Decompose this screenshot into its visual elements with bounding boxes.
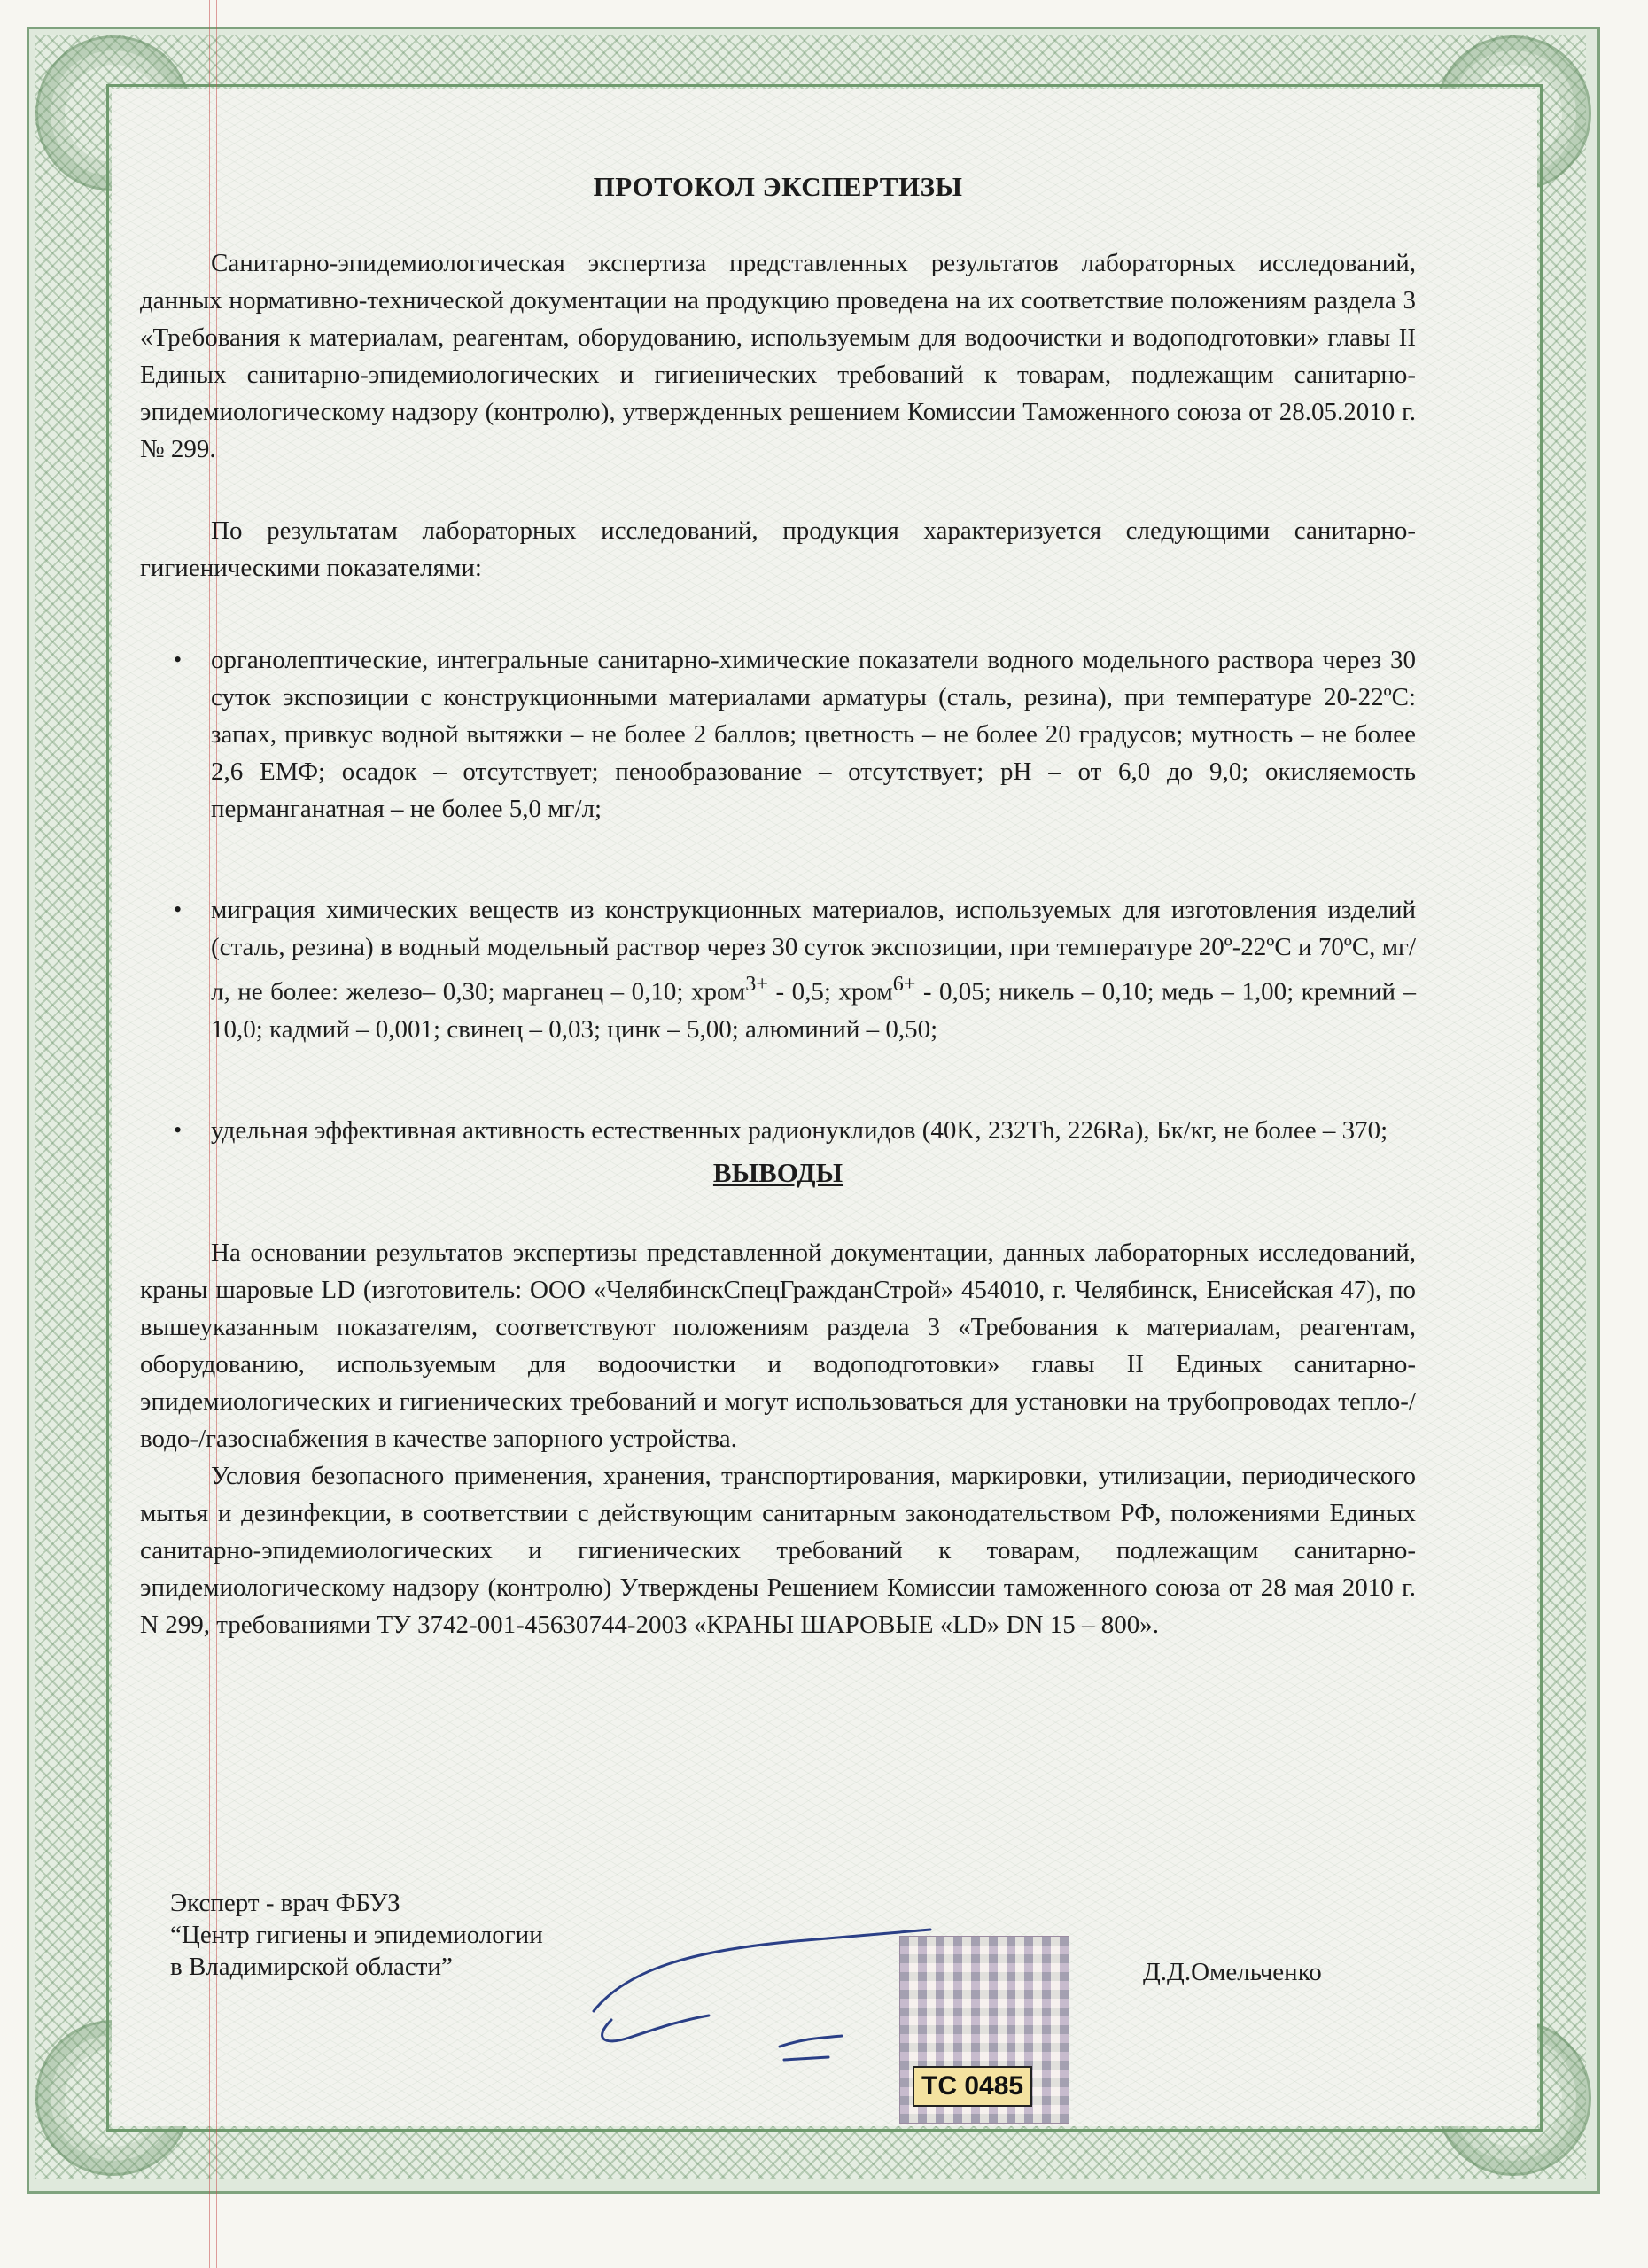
conclusion-paragraph-1: На основании результатов экспертизы представленной документации, данных лабораторных исследований, краны шаровые LD (изготовитель: ООО «ЧелябинскСпецГражданСтрой» 454010, г. Челябинск, Енисейская 47), по вышеуказанным показателям, соответствуют положениям раздела 3 «Требования к материалам, реагентам, оборудованию, используемым для водоочистки и водоподготовки» главы II Единых санитарно-эпидемиологических и гигиенических требований и могут использоваться для установки на трубопроводах тепло-/водо-/газоснабжения в качестве запорного устройства. bbox=[140, 1238, 1416, 1453]
hologram-stamp bbox=[899, 1936, 1069, 2124]
signer-name: Д.Д.Омельченко bbox=[1143, 1958, 1322, 1986]
bullet-radionuclides: • удельная эффективная активность естественных радионуклидов (40K, 232Th, 226Ra), Бк/кг, не более – 370; bbox=[211, 1112, 1416, 1149]
bullet-organoleptic: • органолептические, интегральные санитарно-химические показатели водного модельного раствора через 30 суток экспозиции с конструкционными материалами арматуры (сталь, резина), при температуре 20-22ºС: запах, привкус водной вытяжки – не более 2 баллов; цветность – не более 20 градусов; мутность – не более 2,6 ЕМФ; осадок – отсутствует; пенообразование – отсутствует; pH – от 6,0 до 9,0; окисляемость перманганатная – не более 5,0 мг/л; bbox=[211, 641, 1416, 827]
intro-paragraph: Санитарно-эпидемиологическая экспертиза представленных результатов лабораторных исследований, данных нормативно-технической документации на продукцию проведена на их соответствие положениям раздела 3 «Требования к материалам, реагентам, оборудованию, используемым для водоочистки и водоподготовки» главы II Единых санитарно-эпидемиологических и гигиенических требований к товарам, подлежащим санитарно-эпидемиологическому надзору (контролю), утвержденных решением Комиссии Таможенного союза от 28.05.2010 г. № 299. bbox=[140, 249, 1416, 463]
conclusions-title: ВЫВОДЫ bbox=[712, 1156, 843, 1188]
expert-line-2: “Центр гигиены и эпидемиологии bbox=[170, 1921, 543, 1949]
migration-text-2: - 0,5; хром bbox=[767, 977, 893, 1006]
migration-sup-1: 3+ bbox=[745, 972, 768, 996]
document-body bbox=[140, 168, 1416, 1643]
migration-sup-2: 6+ bbox=[892, 972, 916, 996]
stamp-label: ТС 0485 bbox=[913, 2066, 1032, 2107]
migration-text-3: - 0,05; никель – 0,10; медь – 1,00; кремний – 10,0; кадмий – 0,001; свинец – 0,03; цинк – 5,00; алюминий – 0,50; bbox=[211, 977, 1417, 1044]
handwritten-signature bbox=[576, 1905, 948, 2082]
conclusion-paragraph-2: Условия безопасного применения, хранения, транспортирования, маркировки, утилизации, периодического мытья и дезинфекции, в соответствии с действующим санитарным законодательством РФ, положениями Единых санитарно-эпидемиологических и гигиенических требований к товарам, подлежащим санитарно-эпидемиологическому надзору (контролю) Утверждены Решением Комиссии таможенного союза от 28 мая 2010 г. N 299, требованиями ТУ 3742-001-45630744-2003 «КРАНЫ ШАРОВЫЕ «LD» DN 15 – 800». bbox=[140, 1461, 1416, 1639]
bullet-migration bbox=[211, 891, 1416, 1048]
expert-line-1: Эксперт - врач ФБУЗ bbox=[170, 1889, 400, 1917]
document-title: ПРОТОКОЛ ЭКСПЕРТИЗЫ bbox=[593, 171, 963, 202]
expert-line-3: в Владимирской области” bbox=[170, 1953, 453, 1981]
migration-text-1: миграция химических веществ из конструкционных материалов, используемых для изготовления изделий (сталь, резина) в водный модельный раствор через 30 суток экспозиции, при температуре 20º-22ºС и 70ºС, мг/л, не более: железо– 0,30; марганец – 0,10; хром bbox=[211, 896, 1416, 1006]
expert-signature-block bbox=[170, 1887, 543, 1983]
results-lead-paragraph: По результатам лабораторных исследований, продукция характеризуется следующими санитарно-гигиеническими показателями: bbox=[140, 517, 1416, 582]
